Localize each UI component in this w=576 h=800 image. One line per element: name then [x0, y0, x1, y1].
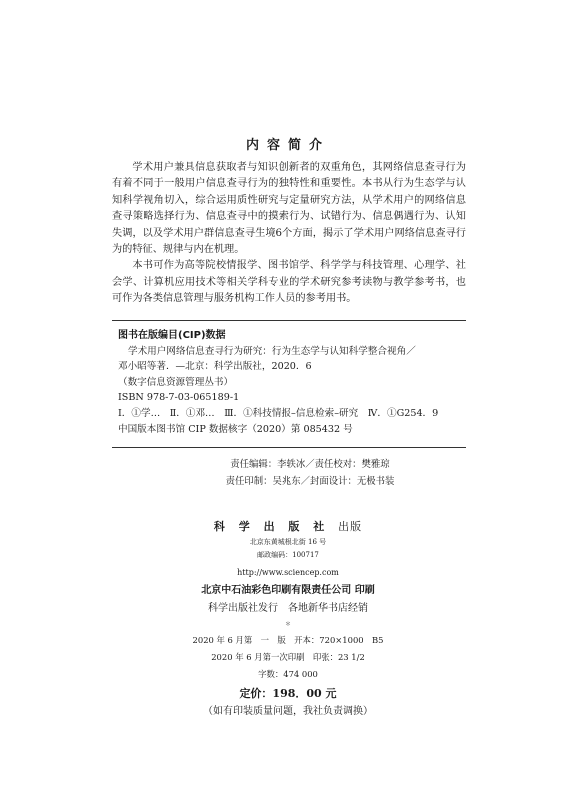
publisher-postcode: 邮政编码：100717	[257, 551, 319, 559]
printer: 北京中石油彩色印刷有限责任公司 印刷	[201, 585, 375, 596]
separator-star: ＊	[284, 621, 291, 628]
summary-paragraph-2: 本书可作为高等院校情报学、图书馆学、科学学与科技管理、心理学、社会学、计算机应用技术等相关学科专业的学术研究参考读物与教学参考书，也可作为各类信息管理与服务机构工作人员的参考用书。	[112, 260, 466, 305]
staff-line-2: 责任印制：吴兆东／封面设计：无极书装	[225, 476, 395, 487]
quality-notice: （如有印装质量问题，我社负责调换）	[203, 706, 373, 717]
staff-credits	[160, 456, 460, 490]
divider-bottom	[112, 447, 466, 448]
publisher-suffix: 出版	[338, 520, 363, 533]
cip-classification: Ⅰ．①学… Ⅱ．①邓… Ⅲ．①科技情报–信息检索–研究 Ⅳ．①G254．9	[118, 407, 439, 419]
word-count: 字数：474 000	[258, 669, 318, 679]
publisher-website: http://www.sciencep.com	[237, 568, 339, 577]
colophon	[0, 518, 576, 721]
cip-author-line: 邓小昭等著．—北京：科学出版社，2020．6	[118, 361, 312, 373]
price: 定价：198．00 元	[239, 687, 337, 700]
cip-isbn: ISBN 978-7-03-065189-1	[118, 392, 240, 404]
publisher-address: 北京东黄城根北街 16 号	[249, 538, 327, 546]
cip-series-line: （数字信息资源管理丛书）	[118, 376, 234, 388]
publisher-name: 科 学 出 版 社	[213, 520, 330, 533]
cip-heading: 图书在版编目(CIP)数据	[118, 330, 226, 341]
cip-block	[118, 328, 470, 437]
distributor: 科学出版社发行 各地新华书店经销	[208, 603, 368, 614]
summary-title: 内容简介	[245, 138, 330, 153]
publisher	[0, 518, 576, 536]
cip-title-line: 学术用户网络信息查寻行为研究：行为生态学与认知科学整合视角／	[128, 345, 416, 357]
edition-info: 2020 年 6 月第 一 版 开本：720×1000 B5	[192, 635, 384, 645]
printing-info: 2020 年 6 月第一次印刷 印张：23 1/2	[211, 652, 365, 662]
summary-paragraph-1: 学术用户兼具信息获取者与知识创新者的双重角色，其网络信息查寻行为有着不同于一般用户信息查寻行为的独特性和重要性。本书从行为生态学与认知科学视角切入，综合运用质性研究与定量研究方法，从学术用户的网络信息查寻策略选择行为、信息查寻中的摸索行为、试错行为、信息偶遇行为、认知失调，以及学术用户群信息查寻生境6个方面，揭示了学术用户网络信息查寻行为的特征、规律与内在机理。	[112, 162, 466, 256]
cip-number: 中国版本图书馆 CIP 数据核字（2020）第 085432 号	[118, 423, 353, 435]
divider-top	[112, 320, 466, 321]
staff-line-1: 责任编辑：李轶冰／责任校对：樊雅琼	[230, 459, 390, 470]
summary-text	[112, 160, 466, 308]
